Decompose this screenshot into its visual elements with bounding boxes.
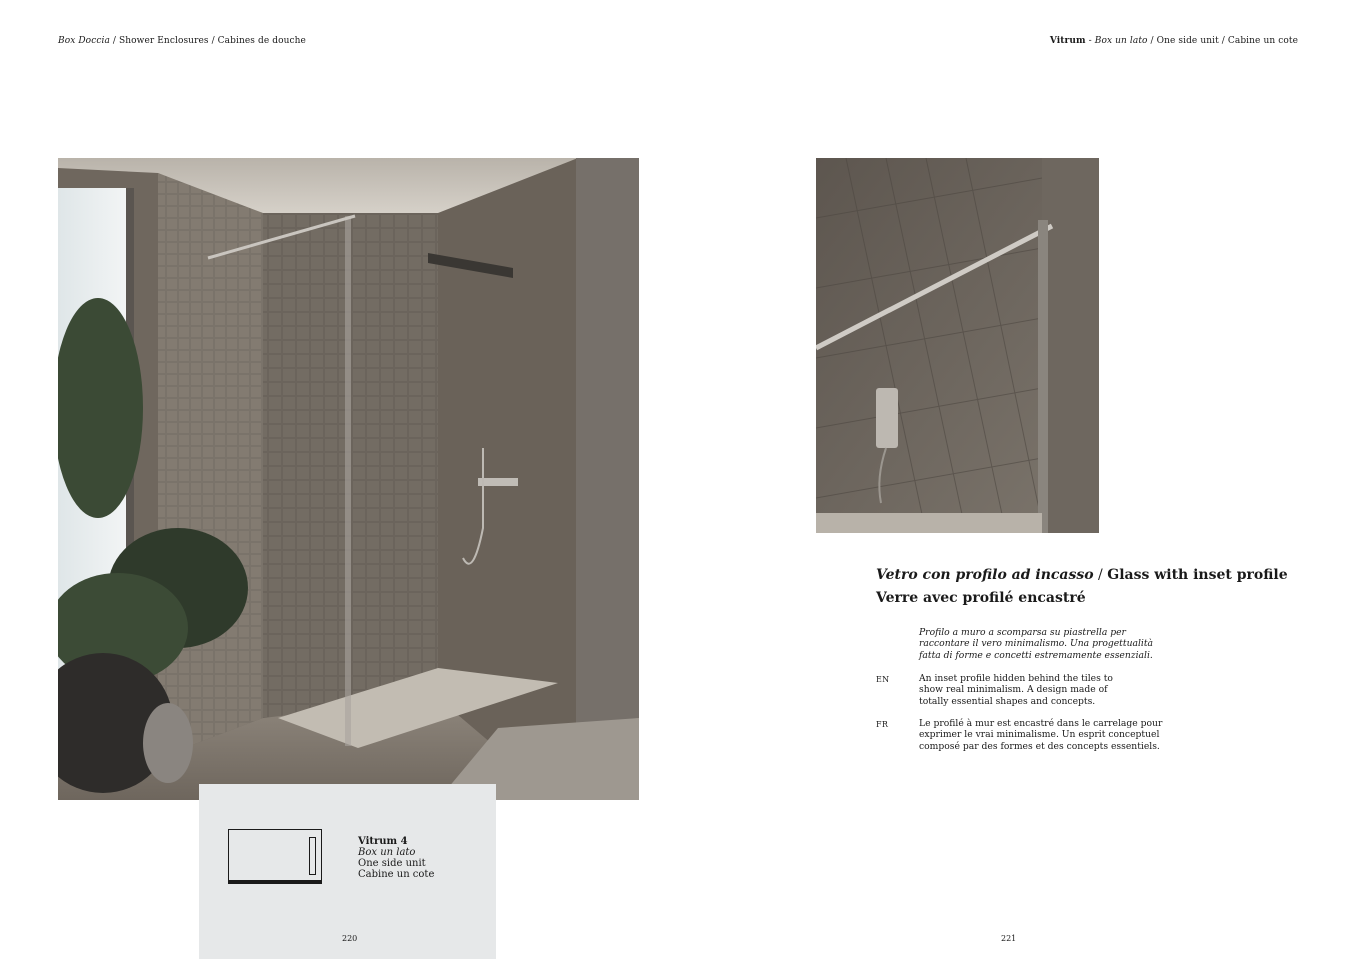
product-english: One side unit xyxy=(358,858,426,869)
header-left-italic: Box Doccia xyxy=(58,36,110,46)
desc-it-line: fatta di forme e concetti estremamente essenziali. xyxy=(919,649,1153,661)
title-italian: Vetro con profilo ad incasso xyxy=(876,567,1094,583)
section-title xyxy=(876,564,1288,610)
desc-en-line: An inset profile hidden behind the tiles to xyxy=(919,673,1113,684)
header-left xyxy=(58,36,306,46)
header-right xyxy=(1050,36,1298,46)
product-info-box xyxy=(199,784,496,959)
title-separator: / xyxy=(1093,567,1108,583)
header-right-sep: - xyxy=(1085,36,1095,46)
desc-fr-line: Le profilé à mur est encastré dans le carrelage pour xyxy=(919,718,1163,729)
product-french: Cabine un cote xyxy=(358,869,435,880)
detail-profile-photo xyxy=(816,158,1099,533)
product-name: Vitrum 4 xyxy=(358,836,408,847)
desc-fr-line: composé par des formes et des concepts essentiels. xyxy=(919,740,1160,752)
page-number-left: 220 xyxy=(342,934,358,943)
description-french xyxy=(919,718,1162,752)
description-english xyxy=(919,673,1113,707)
desc-it-line: Profilo a muro a scomparsa su piastrella per xyxy=(919,627,1126,638)
product-italian: Box un lato xyxy=(358,847,416,858)
desc-en-line: totally essential shapes and concepts. xyxy=(919,695,1096,707)
desc-en-line: show real minimalism. A design made of xyxy=(919,684,1108,696)
lang-label-en: EN xyxy=(876,675,890,684)
header-right-italic: Box un lato xyxy=(1094,36,1148,46)
title-french: Verre avec profilé encastré xyxy=(876,590,1086,606)
desc-it-line: raccontare il vero minimalismo. Una progettualità xyxy=(919,638,1154,650)
shower-plan-diagram xyxy=(228,829,322,885)
lang-label-fr: FR xyxy=(876,720,889,729)
product-labels xyxy=(358,836,434,880)
main-shower-photo xyxy=(58,158,639,800)
header-right-rest: / One side unit / Cabine un cote xyxy=(1147,36,1298,46)
desc-fr-line: exprimer le vrai minimalisme. Un esprit conceptuel xyxy=(919,729,1160,741)
page-number-right: 221 xyxy=(1001,934,1017,943)
header-right-bold: Vitrum xyxy=(1049,36,1086,46)
header-left-rest: / Shower Enclosures / Cabines de douche xyxy=(109,36,306,46)
title-english: Glass with inset profile xyxy=(1107,567,1288,583)
description-italian xyxy=(919,627,1153,661)
